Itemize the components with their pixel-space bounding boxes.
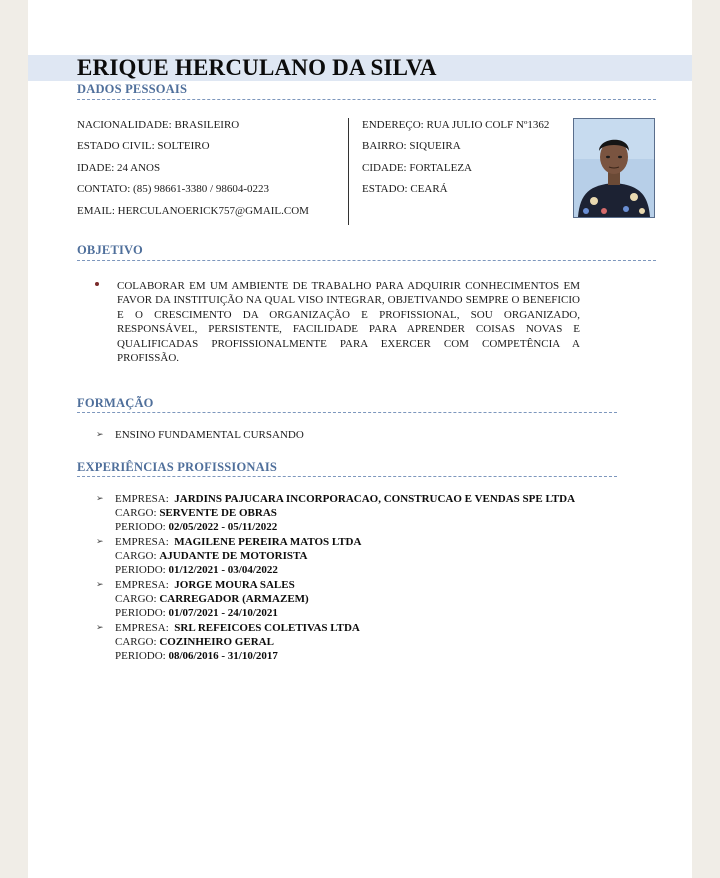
job-company: EMPRESA: JARDINS PAJUCARA INCORPORACAO, CONSTRUCAO E VENDAS SPE LTDA: [115, 493, 576, 505]
job-period: PERIODO: 01/12/2021 - 03/04/2022: [115, 564, 278, 576]
job-period: PERIODO: 08/06/2016 - 31/10/2017: [115, 650, 278, 662]
section-divider: [77, 99, 656, 100]
arrow-bullet-icon: ➢: [96, 430, 104, 440]
dot-bullet-icon: [95, 282, 99, 286]
contact-email: EMAIL: HERCULANOERICK757@GMAIL.COM: [77, 205, 309, 217]
section-divider: [77, 260, 656, 261]
section-title-experience: EXPERIÊNCIAS PROFISSIONAIS: [77, 460, 278, 474]
section-title-personal: DADOS PESSOAIS: [77, 82, 188, 96]
state: ESTADO: CEARÁ: [362, 183, 448, 195]
city: CIDADE: FORTALEZA: [362, 162, 472, 174]
job-period: PERIODO: 01/07/2021 - 24/10/2021: [115, 607, 278, 619]
arrow-bullet-icon: ➢: [96, 580, 104, 590]
section-title-objective: OBJETIVO: [77, 243, 143, 257]
section-title-education: FORMAÇÃO: [77, 396, 154, 410]
job-company: EMPRESA: MAGILENE PEREIRA MATOS LTDA: [115, 536, 362, 548]
job-company: EMPRESA: JORGE MOURA SALES: [115, 579, 295, 591]
civil-status: ESTADO CIVIL: SOLTEIRO: [77, 140, 210, 152]
arrow-bullet-icon: ➢: [96, 494, 104, 504]
profile-photo: [573, 118, 655, 218]
age: IDADE: 24 ANOS: [77, 162, 161, 174]
neighborhood: BAIRRO: SIQUEIRA: [362, 140, 461, 152]
section-divider: [77, 476, 617, 477]
nationality: NACIONALIDADE: BRASILEIRO: [77, 119, 240, 131]
job-period: PERIODO: 02/05/2022 - 05/11/2022: [115, 521, 278, 533]
objective-text: COLABORAR EM UM AMBIENTE DE TRABALHO PARA ADQUIRIR CONHECIMENTOS EM FAVOR DA INSTITUIÇÃO NA QUAL VISO INTEGRAR, OBJETIVANDO SEMPRE O BENEFICIO E O CRESCIMENTO DA ORGANIZAÇÃO E PROFISSIONAL, SOU ORGANIZADO, RESPONSÁVEL, PERSISTENTE, FACILIDADE PARA APRENDER COISAS NOVAS E QUALIFICADAS PROFISSIONALMENTE PARA EXERCER COM COMPETÊNCIA A PROFISSÃO.: [117, 280, 580, 365]
job-role: CARGO: SERVENTE DE OBRAS: [115, 507, 277, 519]
contact-phone: CONTATO: (85) 98661-3380 / 98604-0223: [77, 183, 270, 195]
job-role: CARGO: COZINHEIRO GERAL: [115, 636, 274, 648]
job-role: CARGO: CARREGADOR (ARMAZEM): [115, 593, 309, 605]
arrow-bullet-icon: ➢: [96, 537, 104, 547]
candidate-name: ERIQUE HERCULANO DA SILVA: [77, 55, 437, 80]
education-item: ENSINO FUNDAMENTAL CURSANDO: [115, 429, 304, 441]
job-company: EMPRESA: SRL REFEICOES COLETIVAS LTDA: [115, 622, 360, 634]
arrow-bullet-icon: ➢: [96, 623, 104, 633]
column-divider: [348, 118, 349, 225]
job-role: CARGO: AJUDANTE DE MOTORISTA: [115, 550, 308, 562]
section-divider: [77, 412, 617, 413]
address: ENDEREÇO: RUA JULIO COLF Nº1362: [362, 119, 550, 131]
resume-page: [28, 0, 692, 878]
